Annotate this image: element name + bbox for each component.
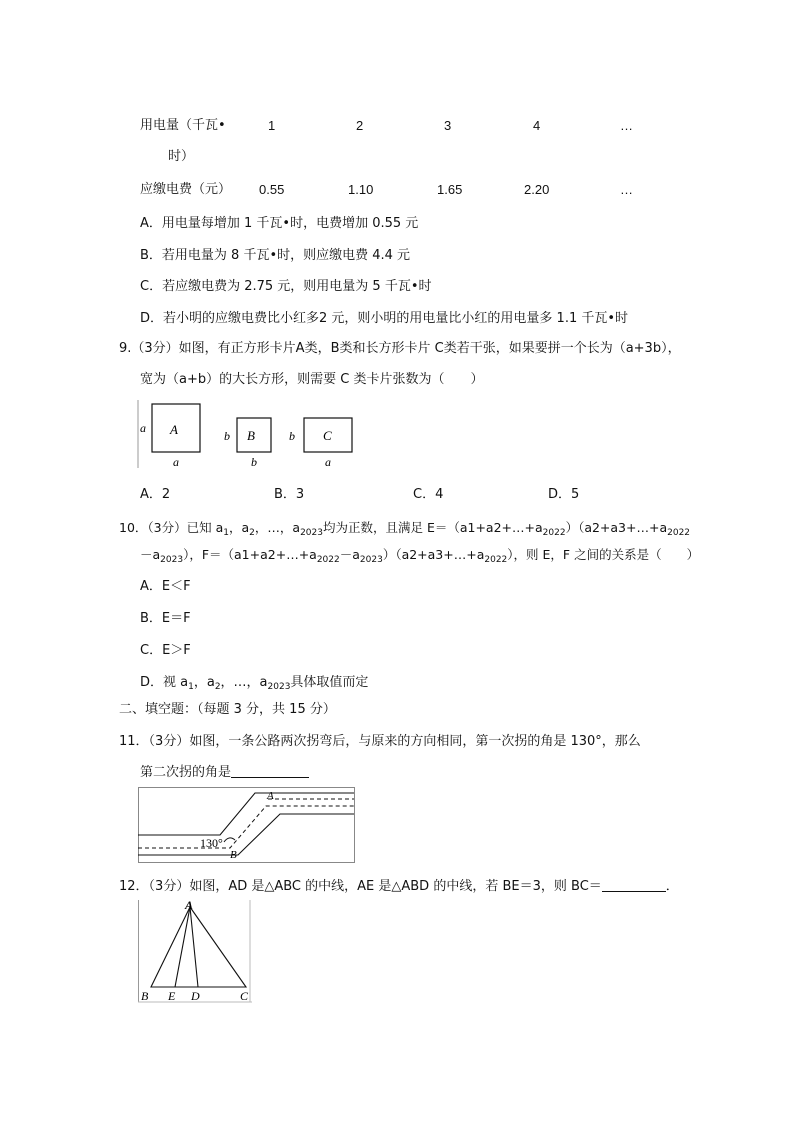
q9-card-figure (134, 398, 364, 472)
vertex-b-label: B (141, 989, 149, 1003)
q9-stem-line2: 宽为（a+b）的大长方形，则需要 C 类卡片张数为（ ） (140, 372, 484, 387)
card-a-side-label: a (140, 421, 146, 435)
q9-option-b: B．3 (274, 487, 305, 502)
card-b-label: B (247, 428, 255, 443)
q10-stem-line1: 10．（3分）已知 $a_1$，$a_2$，…，$a_{2023}$均为正数，且满足 $E=(a1+a2+\dots+a_{2022})(a2+a3+\dots+a_{2022}$ (119, 520, 691, 538)
q10-option-d: D．视 $a_1$，$a_2$，…，$a_{2023}$具体取值而定 (140, 675, 369, 692)
section-heading: 二、填空题：（每题 3 分，共 15 分） (119, 702, 336, 717)
angle-label: 130° (200, 836, 223, 850)
table-cell: 1.10 (348, 182, 374, 197)
table-row1-label: 用电量（千瓦• (140, 118, 226, 133)
q10-option-a: A．E＜F (140, 579, 191, 594)
table-cell: 3 (444, 118, 452, 133)
point-b-label: B (230, 849, 237, 861)
card-b-side-label: b (224, 429, 230, 443)
table-cell: 2 (356, 118, 364, 133)
table-cell: 1 (268, 118, 276, 133)
q9-option-d: D．5 (548, 487, 580, 502)
q8-option-c: C．若应缴电费为 2.75 元，则用电量为 5 千瓦•时 (140, 279, 432, 294)
point-d-label: D (191, 989, 200, 1003)
q9-option-a: A．2 (140, 487, 171, 502)
q10-stem-line2: $-a_{2023}$），$F=(a1+a2+\dots+a_{2022}-a_{2023})(a2+a3+\dots+a_{2022})$，则 E，F 之间的关系是（ ） (140, 547, 700, 565)
q10-option-b: B．E＝F (140, 611, 191, 626)
table-row2-label: 应缴电费（元） (140, 182, 232, 197)
table-cell: … (620, 118, 633, 133)
q8-option-d: D．若小明的应缴电费比小红多2 元，则小明的用电量比小红的用电量多 1.1 千瓦•时 (140, 311, 629, 326)
q11-stem-line1: 11．（3分）如图，一条公路两次拐弯后，与原来的方向相同，第一次拐的角是 130°，那么 (119, 734, 641, 749)
q11-road-figure (138, 787, 356, 864)
card-c-bottom-label: a (325, 455, 331, 469)
point-a-label: A (267, 790, 274, 802)
q11-stem-line2: 第二次拐的角是 (140, 764, 309, 782)
q12-triangle-figure (138, 896, 254, 1004)
q12-stem: 12．（3分）如图，AD 是△ABC 的中线，AE 是△ABD 的中线，若 BE＝3，则 BC＝ ． (119, 879, 679, 894)
point-e-label: E (168, 989, 176, 1003)
answer-blank (231, 765, 309, 778)
table-row1-label-cont: 时） (168, 149, 195, 164)
table-cell: 0.55 (259, 182, 285, 197)
table-cell: 2.20 (524, 182, 550, 197)
table-cell: … (620, 182, 633, 197)
card-c-side-label: b (289, 429, 295, 443)
q10-option-c: C．E＞F (140, 643, 191, 658)
q9-option-c: C．4 (413, 487, 444, 502)
card-a-bottom-label: a (173, 455, 179, 469)
vertex-a-label: A (185, 898, 194, 912)
q8-option-b: B．若用电量为 8 千瓦•时，则应缴电费 4.4 元 (140, 248, 411, 263)
table-cell: 1.65 (437, 182, 463, 197)
q9-stem-line1: 9.（3分）如图，有正方形卡片A类，B类和长方形卡片 C类若干张，如果要拼一个长为（a+3b）， (119, 341, 681, 356)
q8-option-a: A．用电量每增加 1 千瓦•时，电费增加 0.55 元 (140, 216, 419, 231)
table-cell: 4 (533, 118, 541, 133)
card-a-label: A (170, 422, 178, 437)
answer-blank (602, 879, 666, 892)
card-b-bottom-label: b (251, 455, 257, 469)
vertex-c-label: C (240, 989, 249, 1003)
card-c-label: C (323, 428, 332, 443)
